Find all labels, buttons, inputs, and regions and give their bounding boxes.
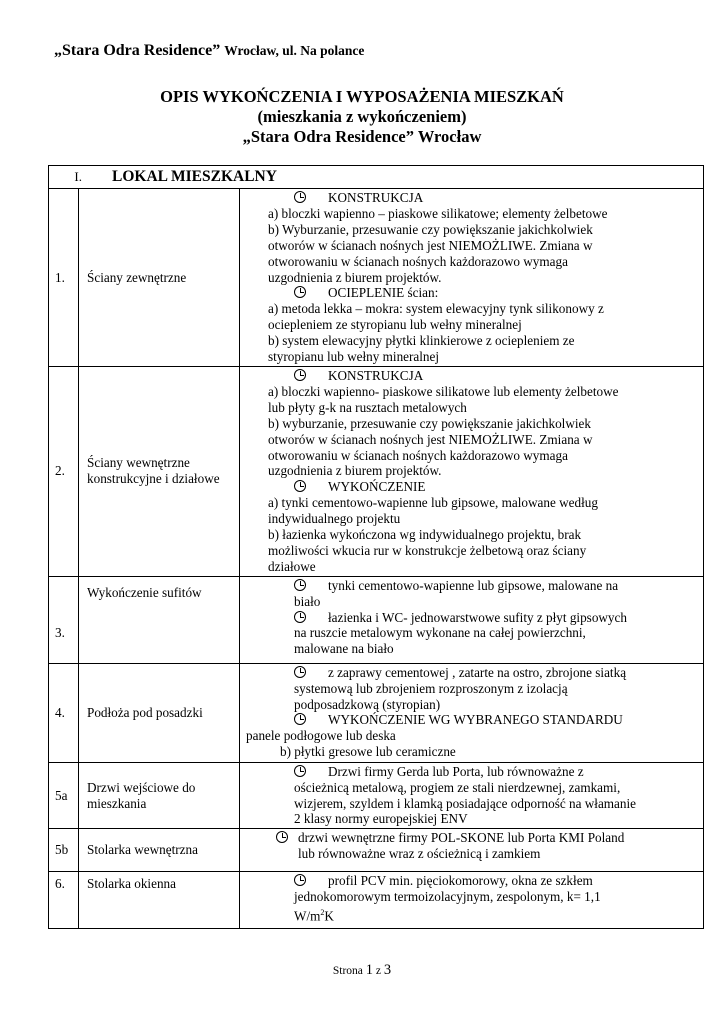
content-line: WYKOŃCZENIE WG WYBRANEGO STANDARDU — [328, 712, 623, 728]
row-label: Stolarka wewnętrzna — [79, 829, 240, 872]
row-label — [79, 762, 240, 829]
row-label-line: Ściany wewnętrzne — [87, 455, 190, 471]
content-line: tynki cementowo-wapienne lub gipsowe, malowane na — [328, 577, 619, 593]
footer-page-total: 3 — [383, 962, 392, 978]
footer-prefix: Strona — [332, 965, 363, 977]
clock-bullet-icon — [294, 579, 306, 591]
row-number: 1. — [49, 189, 79, 367]
content-line: działowe — [268, 558, 316, 574]
content-line: otworów w ścianach nośnych jest NIEMOŻLIWE. Zmiana w — [268, 431, 593, 447]
clock-bullet-icon — [294, 874, 306, 886]
content-line: ociepleniem ze styropianu lub wełny mineralnej — [268, 317, 522, 333]
row-label-line: konstrukcyjne i działowe — [87, 471, 220, 487]
content-line: z zaprawy cementowej , zatarte na ostro, zbrojone siatką — [328, 664, 627, 680]
project-name: „Stara Odra Residence” — [54, 42, 221, 59]
table-row — [49, 366, 704, 576]
content-line: możliwości wkucia rur w konstrukcje żelbetową oraz ściany — [268, 542, 587, 558]
section-title: LOKAL MIESZKALNY — [112, 168, 277, 186]
row-content — [240, 189, 704, 367]
unit-text: K — [324, 908, 334, 924]
row-label: Stolarka okienna — [79, 872, 240, 929]
clock-bullet-icon — [276, 831, 288, 843]
row-label-line: Drzwi wejściowe do — [87, 779, 196, 795]
content-line: WYKOŃCZENIE — [328, 479, 426, 495]
content-line: biało — [294, 593, 321, 609]
unit-text: W/m — [294, 908, 321, 924]
page-footer — [0, 962, 724, 979]
row-label — [79, 366, 240, 576]
row-label-line: mieszkania — [87, 795, 147, 811]
table-row — [49, 663, 704, 762]
content-line: ościeżnicą metalową, progiem ze stali nierdzewnej, zamkami, — [294, 779, 621, 795]
content-line: b) łazienka wykończona wg indywidualnego projektu, brak — [268, 527, 582, 543]
row-label: Ściany zewnętrzne — [79, 189, 240, 367]
content-line: b) Wyburzanie, przesuwanie czy powiększanie jakichkolwiek — [268, 221, 593, 237]
content-line: Drzwi firmy Gerda lub Porta, lub równoważne z — [328, 763, 584, 779]
specification-table — [48, 165, 704, 929]
clock-bullet-icon — [294, 713, 306, 725]
title-line-2: (mieszkania z wykończeniem) — [257, 107, 467, 126]
content-line: malowane na biało — [294, 641, 394, 657]
row-content — [240, 872, 704, 929]
clock-bullet-icon — [294, 666, 306, 678]
content-line: jednokomorowym termoizolacyjnym, zespolonym, k= 1,1 — [294, 889, 601, 905]
content-line: drzwi wewnętrzne firmy POL-SKONE lub Porta KMI Poland — [298, 830, 625, 846]
footer-page-number: 1 — [365, 962, 374, 978]
row-label: Wykończenie sufitów — [79, 576, 240, 663]
document-title — [0, 87, 724, 147]
content-line: na ruszcie metalowym wykonane na całej powierzchni, — [294, 625, 586, 641]
row-number: 2. — [49, 366, 79, 576]
content-line: panele podłogowe lub deska — [246, 728, 396, 744]
section-number: I. — [74, 169, 82, 185]
content-line: a) metoda lekka – mokra: system elewacyjny tynk silikonowy z — [268, 301, 604, 317]
content-line: uzgodnienia z biurem projektów. — [268, 463, 442, 479]
content-line: wizjerem, szyldem i klamką posiadające odporność na włamanie — [294, 795, 637, 811]
content-line: otworowaniu w ścianach nośnych każdorazowo wymaga — [268, 447, 568, 463]
title-line-3: „Stara Odra Residence” Wrocław — [242, 127, 482, 146]
table-row — [49, 872, 704, 929]
unit-exponent: 2 — [320, 908, 325, 918]
content-line: b) płytki gresowe lub ceramiczne — [280, 744, 456, 760]
row-number: 5a — [49, 762, 79, 829]
content-line: otworowaniu w ścianach nośnych każdorazowo wymaga — [268, 253, 568, 269]
clock-bullet-icon — [294, 191, 306, 203]
row-number: 6. — [49, 872, 79, 929]
content-line: lub płyty g-k na rusztach metalowych — [268, 399, 467, 415]
content-line: a) bloczki wapienno – piaskowe silikatowe; elementy żelbetowe — [268, 205, 608, 221]
content-line: a) tynki cementowo-wapienne lub gipsowe, malowane według — [268, 495, 598, 511]
content-line: KONSTRUKCJA — [328, 190, 424, 205]
footer-separator: z — [375, 965, 381, 977]
row-number: 3. — [49, 576, 79, 663]
row-content — [240, 576, 704, 663]
content-line: otworów w ścianach nośnych jest NIEMOŻLIWE. Zmiana w — [268, 237, 593, 253]
row-content — [240, 762, 704, 829]
content-line: 2 klasy normy europejskiej ENV — [294, 811, 468, 827]
content-line: b) system elewacyjny płytki klinkierowe z ociepleniem ze — [268, 333, 575, 349]
table-row — [49, 829, 704, 872]
row-content — [240, 829, 704, 872]
title-line-1: OPIS WYKOŃCZENIA I WYPOSAŻENIA MIESZKAŃ — [160, 87, 564, 106]
row-label: Podłoża pod posadzki — [79, 663, 240, 762]
row-content — [240, 366, 704, 576]
project-address: Wrocław, ul. Na polance — [224, 43, 365, 58]
table-row — [49, 189, 704, 367]
content-line: łazienka i WC- jednowarstwowe sufity z płyt gipsowych — [328, 609, 627, 625]
content-line: systemową lub zbrojeniem rozproszonym z izolacją — [294, 680, 568, 696]
section-header — [49, 166, 704, 189]
clock-bullet-icon — [294, 611, 306, 623]
row-content — [240, 663, 704, 762]
content-line: KONSTRUKCJA — [328, 367, 424, 383]
content-line: OCIEPLENIE ścian: — [328, 285, 439, 301]
content-line: b) wyburzanie, przesuwanie czy powiększanie jakichkolwiek — [268, 415, 591, 431]
content-line: indywidualnego projektu — [268, 511, 401, 527]
content-line: profil PCV min. pięciokomorowy, okna ze szkłem — [328, 873, 593, 889]
clock-bullet-icon — [294, 765, 306, 777]
clock-bullet-icon — [294, 286, 306, 298]
section-header-row — [49, 166, 704, 189]
content-line: styropianu lub wełny mineralnej — [268, 349, 440, 365]
row-number: 5b — [49, 829, 79, 872]
clock-bullet-icon — [294, 480, 306, 492]
table-row — [49, 762, 704, 829]
content-line: podposadzkową (styropian) — [294, 696, 441, 712]
table-row — [49, 576, 704, 663]
row-number: 4. — [49, 663, 79, 762]
content-line: a) bloczki wapienno- piaskowe silikatowe lub elementy żelbetowe — [268, 383, 619, 399]
clock-bullet-icon — [294, 369, 306, 381]
content-line: lub równoważne wraz z ościeżnicą i zamkiem — [298, 846, 541, 862]
document-header — [54, 42, 364, 60]
content-line: uzgodnienia z biurem projektów. — [268, 269, 442, 285]
